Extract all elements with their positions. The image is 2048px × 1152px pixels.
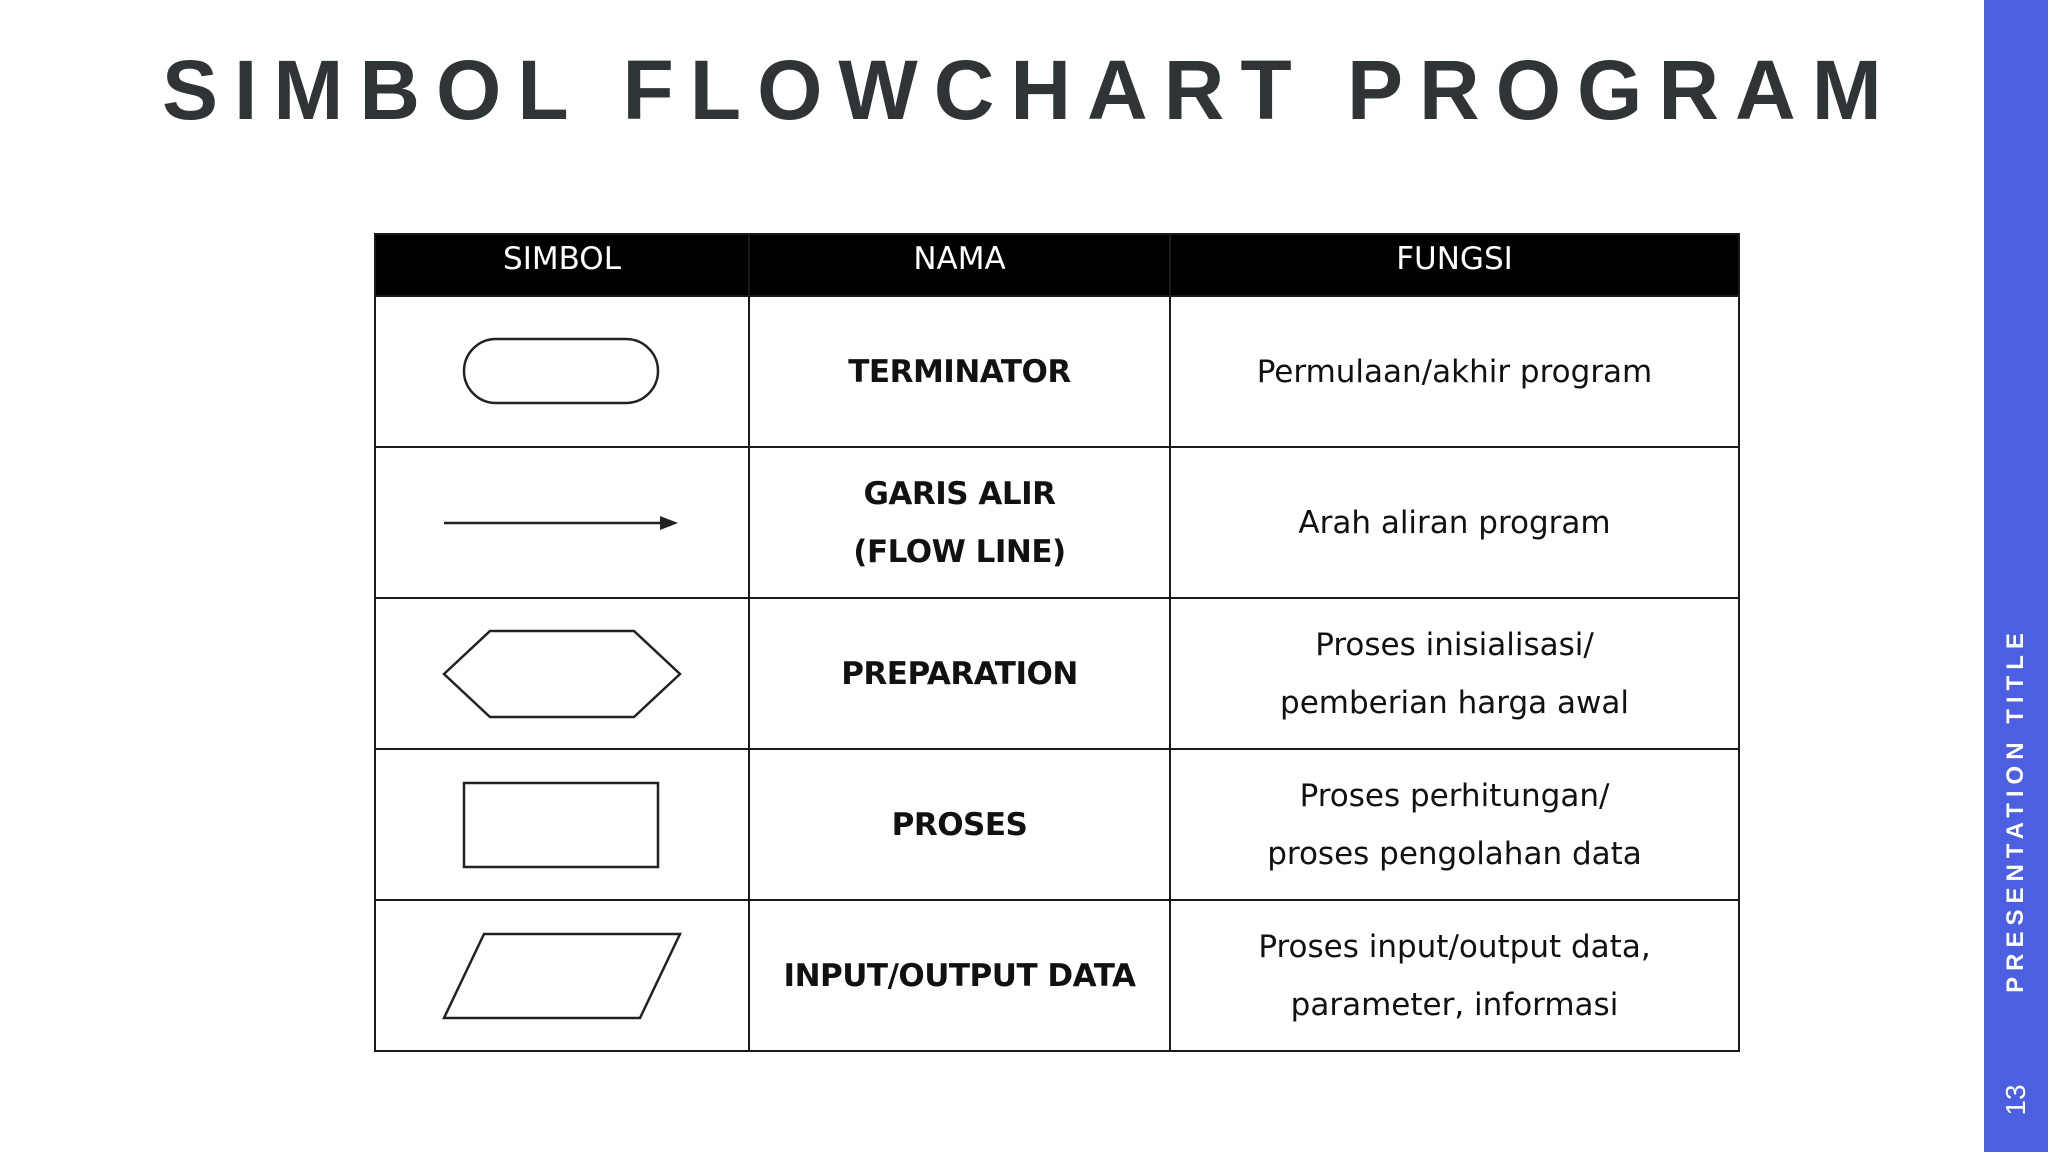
slide-title: SIMBOL FLOWCHART PROGRAM [162,43,1898,137]
side-presentation-title: PRESENTATION TITLE [2002,627,2029,993]
table-row [375,296,1739,447]
function-cell [1170,598,1739,749]
function-line: pemberian harga awal [1280,684,1629,721]
name-line: PREPARATION [841,655,1078,692]
name-line: INPUT/OUTPUT DATA [783,957,1136,994]
symbol-cell [375,598,749,749]
header-simbol: SIMBOL [375,234,749,296]
function-line: Arah aliran program [1298,504,1611,541]
table-row [375,447,1739,598]
page-number: 13 [2000,1084,2031,1116]
terminator-icon [462,336,662,408]
function-line: Proses inisialisasi/ [1315,626,1594,663]
name-cell [749,598,1170,749]
symbol-cell [375,900,749,1051]
name-cell [749,749,1170,900]
function-line: parameter, informasi [1290,986,1619,1023]
table-row [375,900,1739,1051]
name-cell [749,900,1170,1051]
function-line: Proses perhitungan/ [1299,777,1610,814]
name-cell [749,447,1170,598]
name-line: GARIS ALIR [863,475,1056,512]
name-line: TERMINATOR [848,353,1071,390]
table-row [375,598,1739,749]
function-line: Proses input/output data, [1258,928,1651,965]
function-cell [1170,296,1739,447]
function-cell [1170,749,1739,900]
name-cell [749,296,1170,447]
flowchart-symbol-table [374,233,1740,1052]
function-line: Permulaan/akhir program [1256,353,1653,390]
symbol-cell [375,749,749,900]
name-line: PROSES [891,806,1028,843]
function-line: proses pengolahan data [1267,835,1642,872]
process-rectangle-icon [462,780,662,870]
header-fungsi: FUNGSI [1170,234,1739,296]
input-output-parallelogram-icon [442,931,682,1021]
function-cell [1170,447,1739,598]
flow-line-arrow-icon [442,511,682,535]
symbol-cell [375,447,749,598]
name-line: (FLOW LINE) [853,533,1066,570]
header-nama: NAMA [749,234,1170,296]
table-row [375,749,1739,900]
preparation-hexagon-icon [442,628,682,720]
table-header-row [375,234,1739,296]
symbol-cell [375,296,749,447]
function-cell [1170,900,1739,1051]
